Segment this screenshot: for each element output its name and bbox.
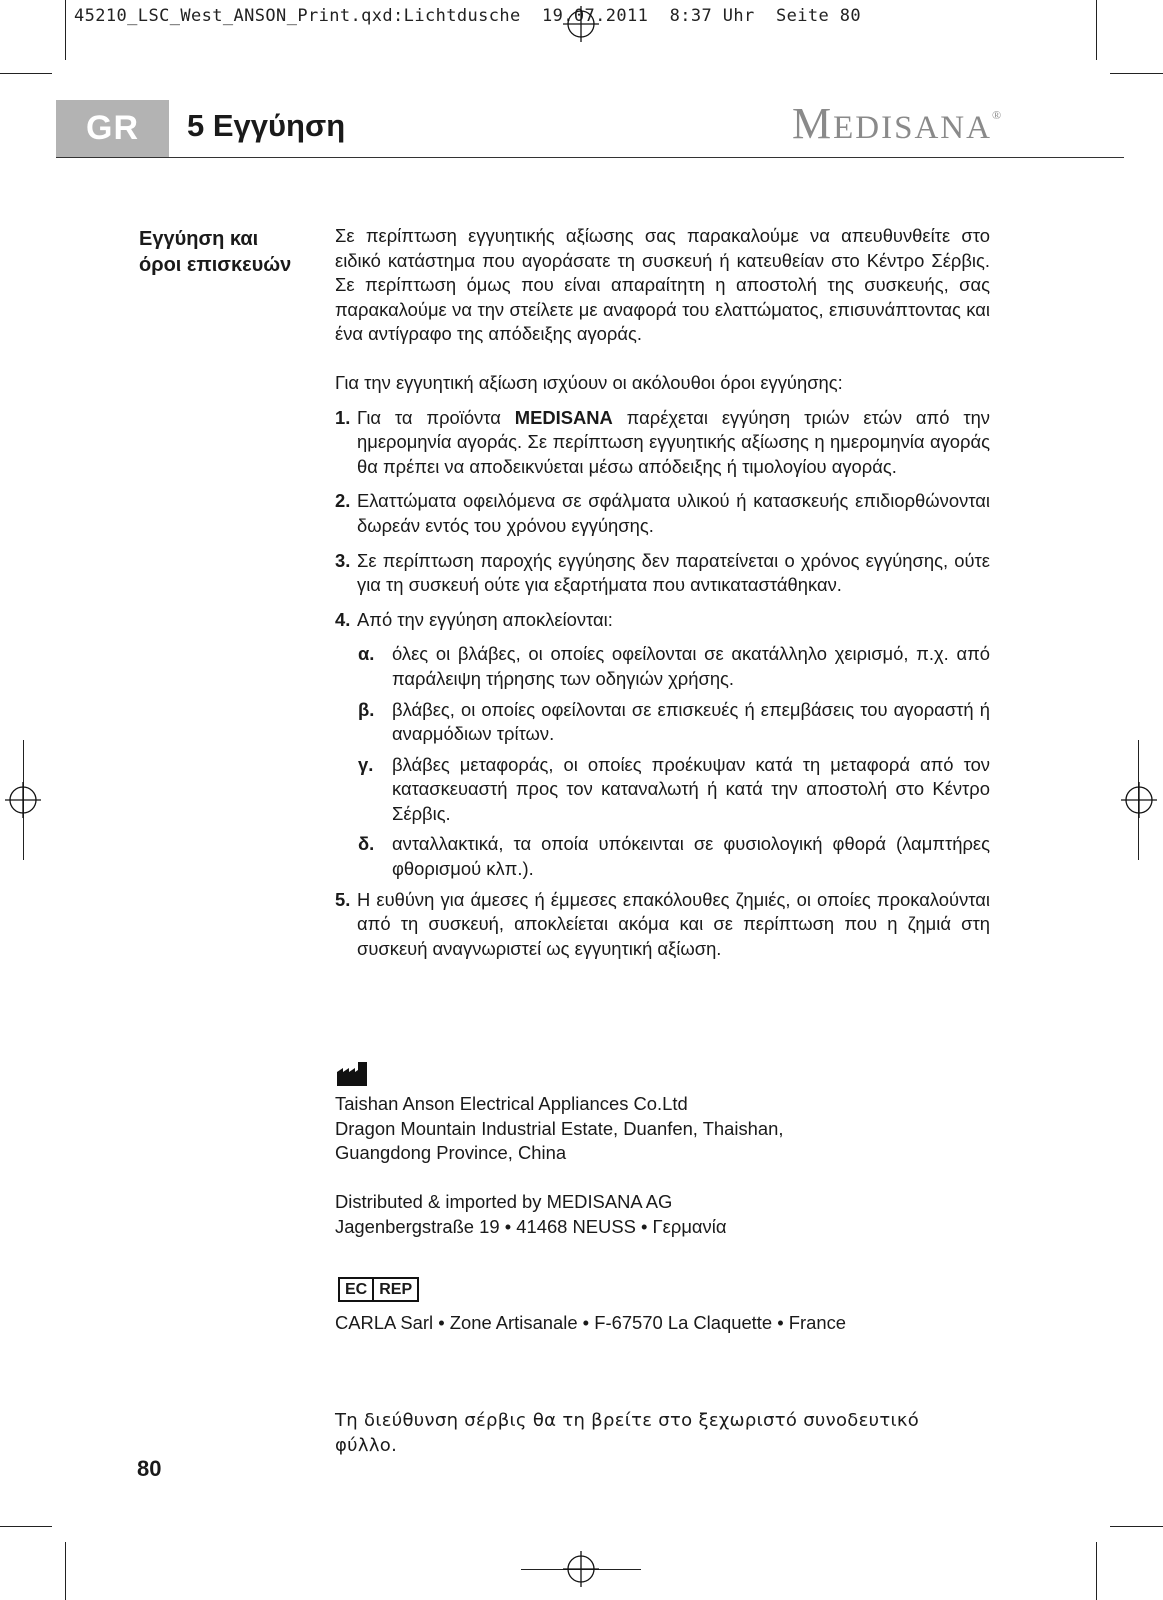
condition-number: 3.: [335, 549, 351, 571]
condition-brand: MEDISANA: [514, 406, 613, 428]
side-heading: [139, 226, 309, 278]
warranty-body: [335, 224, 990, 971]
condition-text-before: Για τα προϊόντα: [357, 406, 515, 428]
slug-time: 8:37 Uhr: [669, 6, 755, 26]
brand-registered-mark: ®: [991, 108, 1002, 122]
exclusion-item-d: [335, 832, 990, 881]
rep-label: REP: [372, 1279, 417, 1300]
exclusion-text: όλες οι βλάβες, οι οποίες οφείλονται σε ακατάλληλο χειρισμό, π.χ. από παράλειψη τήρησης των οδηγιών χρήσης.: [392, 643, 990, 689]
exclusion-text: βλάβες, οι οποίες οφείλονται σε επισκευές ή επεμβάσεις του αγοραστή ή αναρμόδιων τρίτων.: [392, 698, 990, 745]
condition-2: [335, 489, 990, 538]
crop-mark-br-h: [1110, 1526, 1163, 1527]
language-badge: GR: [56, 100, 169, 157]
crop-mark-tr-v: [1096, 0, 1097, 60]
manufacturer-line-3: Guangdong Province, China: [335, 1142, 567, 1164]
registration-mark-left: [5, 782, 41, 818]
print-slug: [74, 6, 861, 26]
distributor-address: [335, 1190, 726, 1239]
crop-mark-tr-h: [1110, 73, 1163, 74]
exclusion-item-b: [335, 698, 990, 747]
brand-initial: M: [792, 99, 834, 148]
condition-number: 5.: [335, 888, 351, 910]
crop-mark-br-v: [1096, 1542, 1097, 1600]
condition-text: Από την εγγύηση αποκλείονται:: [357, 608, 613, 630]
crop-mark-bl-h: [0, 1526, 52, 1527]
condition-3: [335, 549, 990, 598]
condition-5: [335, 888, 990, 962]
manufacturer-line-2: Dragon Mountain Industrial Estate, Duanfen, Thaishan,: [335, 1117, 784, 1139]
registration-mark-bottom: [563, 1551, 599, 1587]
exclusion-letter: γ.: [358, 753, 374, 775]
manufacturer-address: [335, 1092, 783, 1166]
condition-1: [335, 406, 990, 480]
exclusion-item-c: [335, 753, 990, 827]
condition-number: 1.: [335, 406, 351, 428]
manufacturer-line-1: Taishan Anson Electrical Appliances Co.Ltd: [335, 1093, 688, 1114]
distributor-line-1: Distributed & imported by MEDISANA AG: [335, 1191, 673, 1212]
exclusion-text: βλάβες μεταφοράς, οι οποίες προέκυψαν κατά τη μεταφορά από τον κατασκευαστή προς τον καταναλωτή ή κατά την αποστολή στο Κέντρο Σέρβις.: [392, 753, 990, 824]
ec-rep-address: CARLA Sarl • Zone Artisanale • F-67570 La Claquette • France: [335, 1312, 847, 1333]
exclusion-letter: β.: [358, 698, 375, 720]
crop-mark-tl-v: [65, 0, 66, 60]
exclusion-text: ανταλλακτικά, τα οποία υπόκεινται σε φυσιολογική φθορά (λαμπτήρες φθορισμού κλπ.).: [392, 833, 990, 880]
brand-rest: EDISANA: [833, 110, 992, 146]
ec-rep-symbol: [338, 1277, 419, 1302]
side-heading-line-2: όροι επισκευών: [139, 254, 292, 276]
intro-paragraph: Σε περίπτωση εγγυητικής αξίωσης σας παρακαλούμε να απευθυνθείτε στο ειδικό κατάστημα που αγοράσατε τη συσκευή ή κατευθείαν στο Κέντρο Σέρβις. Σε περίπτωση όμως που είναι απαραίτητη η αποστολή της συσκευής, σας παρακαλούμε να την στείλετε με αναφορά του ελαττώματος, επισυνάπτοντας και ένα αντίγραφο της απόδειξης αγοράς.: [335, 225, 990, 345]
crop-mark-tl-h: [0, 73, 52, 74]
slug-date: 19.07.2011: [541, 6, 649, 26]
page-number: 80: [137, 1456, 162, 1481]
condition-text: Ελαττώματα οφειλόμενα σε σφάλματα υλικού ή κατασκευής επιδιορθώνονται δωρεάν εντός του χρόνου εγγύησης.: [357, 490, 990, 536]
condition-text: Η ευθύνη για άμεσες ή έμμεσες επακόλουθες ζημιές, οι οποίες προκαλούνται από τη συσκευή, αποκλείεται ακόμα και σε περίπτωση που η ζημιά στη συσκευή αναγνωριστεί ως εγγυητική αξίωση.: [357, 888, 990, 959]
conditions-lead: Για την εγγυητική αξίωση ισχύουν οι ακόλουθοι όροι εγγύησης:: [335, 371, 843, 393]
distributor-line-2: Jagenbergstraße 19 • 41468 NEUSS • Γερμανία: [335, 1215, 727, 1237]
exclusion-item-a: [335, 642, 990, 691]
side-heading-line-1: Εγγύηση και: [139, 228, 259, 250]
condition-text: Σε περίπτωση παροχής εγγύησης δεν παρατείνεται ο χρόνος εγγύησης, ούτε για τη συσκευή ούτε για εξαρτήματα που αντικαταστάθηκαν.: [357, 549, 990, 596]
exclusion-letter: δ.: [358, 833, 375, 855]
factory-icon: [337, 1062, 367, 1086]
registration-mark-right: [1121, 782, 1157, 818]
brand-logo: [792, 98, 1001, 149]
ec-label: EC: [345, 1281, 368, 1298]
registration-mark-top: [563, 6, 599, 42]
condition-number: 4.: [335, 608, 351, 630]
header-divider: [56, 157, 1124, 158]
slug-file: 45210_LSC_West_ANSON_Print.qxd:Lichtdusche: [74, 6, 521, 26]
condition-number: 2.: [335, 490, 351, 512]
service-note: Τη διεύθυνση σέρβις θα τη βρείτε στο ξεχωριστό συνοδευτικό φύλλο.: [335, 1410, 920, 1456]
exclusion-list: [335, 642, 990, 881]
condition-4: [335, 608, 990, 633]
exclusion-letter: α.: [358, 643, 375, 665]
page-title: 5 Εγγύηση: [187, 108, 346, 143]
crop-mark-bl-v: [65, 1542, 66, 1600]
condition-text-after: παρέχεται εγγύηση τριών ετών από την ημερομηνία αγοράς. Σε περίπτωση εγγυητικής αξίωσης η ημερομηνία αγοράς θα πρέπει να αποδεικνύεται μέσω απόδειξης ή τιμολογίου αγοράς.: [357, 406, 991, 477]
slug-page: Seite 80: [775, 6, 862, 26]
